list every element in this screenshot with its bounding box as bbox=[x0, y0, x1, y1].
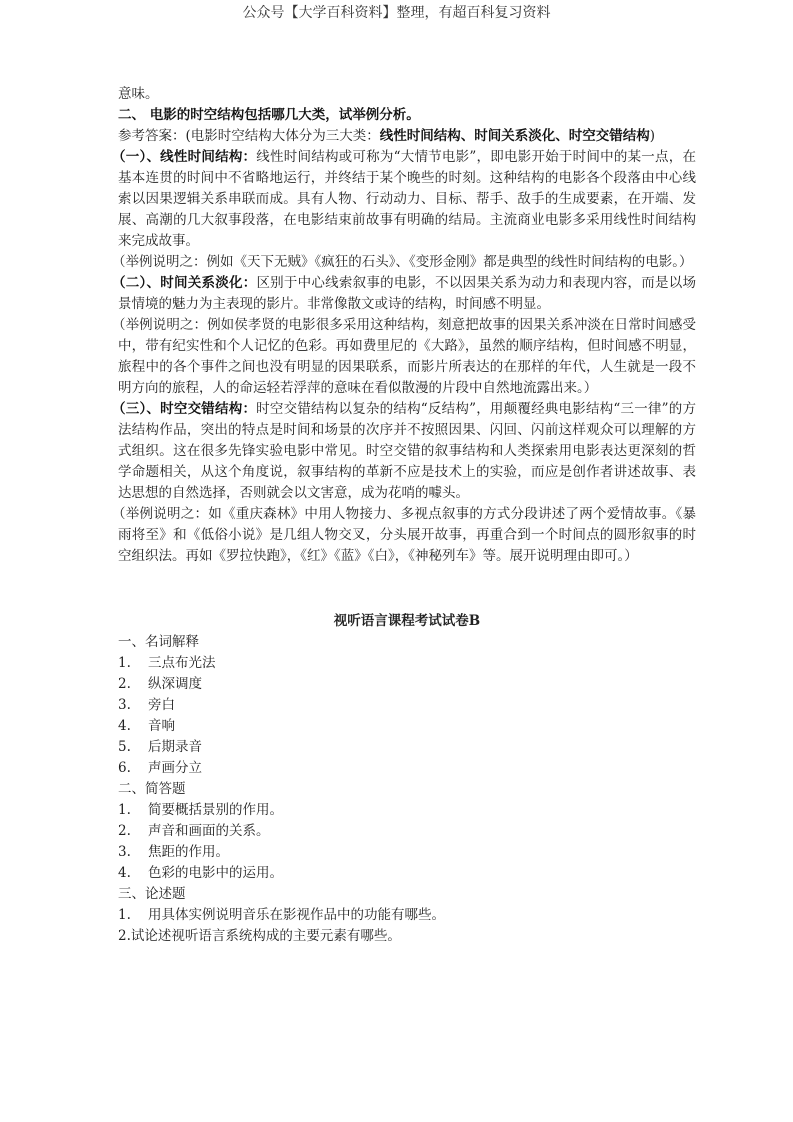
item-text: 色彩的电影中的运用。 bbox=[148, 865, 283, 881]
item-number: 1. bbox=[118, 802, 131, 818]
item-text: 旁白 bbox=[148, 697, 175, 713]
item-number: 1. bbox=[118, 655, 131, 671]
section-example: （举例说明之：例如侯孝贤的电影很多采用这种结构，刻意把故事的因果关系冲淡在日常时间感受中，带有纪实性和个人记忆的色彩。再如费里尼的《大路》，虽然的顺序结构，但时间感不明显，旅程中的各个事件之间也没有明显的因果联系，而影片所表达的在那样的年代，人生就是一段不明方向的旅程，人的命运轻若浮萍的意味在看似散漫的片段中自然地流露出来。） bbox=[112, 317, 696, 396]
item-text: 用具体实例说明音乐在影视作品中的功能有哪些。 bbox=[148, 907, 445, 923]
page-header: 公众号【大学百科资料】整理，有超百科复习资料 bbox=[242, 5, 551, 21]
section-linear-time bbox=[112, 147, 696, 252]
section-example: （举例说明之：例如《天下无贼》《疯狂的石头》、《变形金刚》都是典型的线性时间结构的电影。） bbox=[112, 254, 693, 270]
exam-item bbox=[118, 800, 696, 821]
exam-section-heading: 二、简答题 bbox=[118, 781, 186, 797]
exam-item bbox=[118, 737, 696, 758]
item-text: 后期录音 bbox=[148, 739, 202, 755]
item-number: 2. bbox=[118, 823, 131, 839]
answer-intro bbox=[118, 126, 696, 147]
section-body: 线性时间结构或可称为“大情节电影”，即电影开始于时间中的某一点，在基本连贯的时间中不省略地运行，并终结于某个晚些的时刻。这种结构的电影各个段落由中心线索以因果逻辑关系串联而成。具有人物、行动动力、目标、帮手、敌手的生成要素，在开端、发展、高潮的几大叙事段落，在电影结束前故事有明确的结局。主流商业电影多采用线性时间结构来完成故事。 bbox=[118, 149, 696, 249]
question-2-title: 二、 电影的时空结构包括哪几大类，试举例分析。 bbox=[118, 107, 420, 123]
exam-item bbox=[118, 758, 696, 779]
exam-item bbox=[118, 842, 696, 863]
item-number: 6. bbox=[118, 760, 131, 776]
item-text: 三点布光法 bbox=[148, 655, 216, 671]
exam-item bbox=[118, 716, 696, 737]
exam-item bbox=[118, 863, 696, 884]
exam-item bbox=[118, 695, 696, 716]
exam-item bbox=[118, 905, 696, 926]
item-number: 1. bbox=[118, 907, 131, 923]
continuation-text: 意味。 bbox=[118, 86, 159, 102]
item-number: 2. bbox=[118, 928, 131, 944]
exam-item bbox=[118, 653, 696, 674]
exam-item bbox=[118, 821, 696, 842]
exam-item bbox=[118, 674, 696, 695]
section-body: 区别于中心线索叙事的电影，不以因果关系为动力和表现内容，而是以场景情境的魅力为主表现的影片。非常像散文或诗的结构，时间感不明显。 bbox=[118, 275, 697, 312]
exam-section-heading: 一、名词解释 bbox=[118, 634, 199, 650]
exam-item bbox=[118, 926, 696, 947]
item-text: 焦距的作用。 bbox=[148, 844, 229, 860]
answer-intro-prefix: 参考答案：(电影时空结构大体分为三大类： bbox=[118, 128, 380, 144]
section-heading: （一）、线性时间结构： bbox=[112, 149, 257, 165]
item-text: 试论述视听语言系统构成的主要元素有哪些。 bbox=[130, 928, 401, 944]
answer-intro-suffix: ) bbox=[649, 128, 656, 144]
item-number: 3. bbox=[118, 697, 131, 713]
section-interlaced-time-space bbox=[112, 399, 697, 504]
section-body: 时空交错结构以复杂的结构“反结构”，用颠覆经典电影结构“三一律”的方法结构作品，突出的特点是时间和场景的次序并不按照因果、闪回、闪前这样观众可以理解的方式组织。这在很多先锋实验电影中常见。时空交错的叙事结构和人类探索用电影表达更深刻的哲学命题相关，从这个角度说，叙事结构的革新不应是技术上的实验，而应是创作者讲述故事、表达思想的自然选择，否则就会以文害意，成为花哨的噱头。 bbox=[118, 401, 697, 501]
item-text: 简要概括景别的作用。 bbox=[148, 802, 283, 818]
answer-intro-categories: 线性时间结构、时间关系淡化、时空交错结构 bbox=[379, 128, 650, 144]
item-text: 音响 bbox=[148, 718, 175, 734]
item-text: 纵深调度 bbox=[148, 676, 202, 692]
section-weakened-time bbox=[112, 273, 697, 315]
item-text: 声音和画面的关系。 bbox=[148, 823, 270, 839]
document-body bbox=[112, 84, 697, 947]
item-number: 2. bbox=[118, 676, 131, 692]
section-example: （举例说明之：如《重庆森林》中用人物接力、多视点叙事的方式分段讲述了两个爱情故事。《暴雨将至》和《低俗小说》是几组人物交叉，分头展开故事，再重合到一个时间点的圆形叙事的时空组织法。再如《罗拉快跑》，《红》《蓝》《白》，《神秘列车》等。展开说明理由即可。） bbox=[112, 506, 696, 564]
exam-title: 视听语言课程考试试卷B bbox=[333, 613, 481, 629]
item-number: 3. bbox=[118, 844, 131, 860]
item-number: 4. bbox=[118, 865, 131, 881]
section-heading: （二）、时间关系淡化： bbox=[112, 275, 257, 291]
item-text: 声画分立 bbox=[148, 760, 202, 776]
item-number: 5. bbox=[118, 739, 131, 755]
section-heading: （三）、时空交错结构： bbox=[112, 401, 257, 417]
item-number: 4. bbox=[118, 718, 131, 734]
exam-section-heading: 三、论述题 bbox=[118, 886, 186, 902]
